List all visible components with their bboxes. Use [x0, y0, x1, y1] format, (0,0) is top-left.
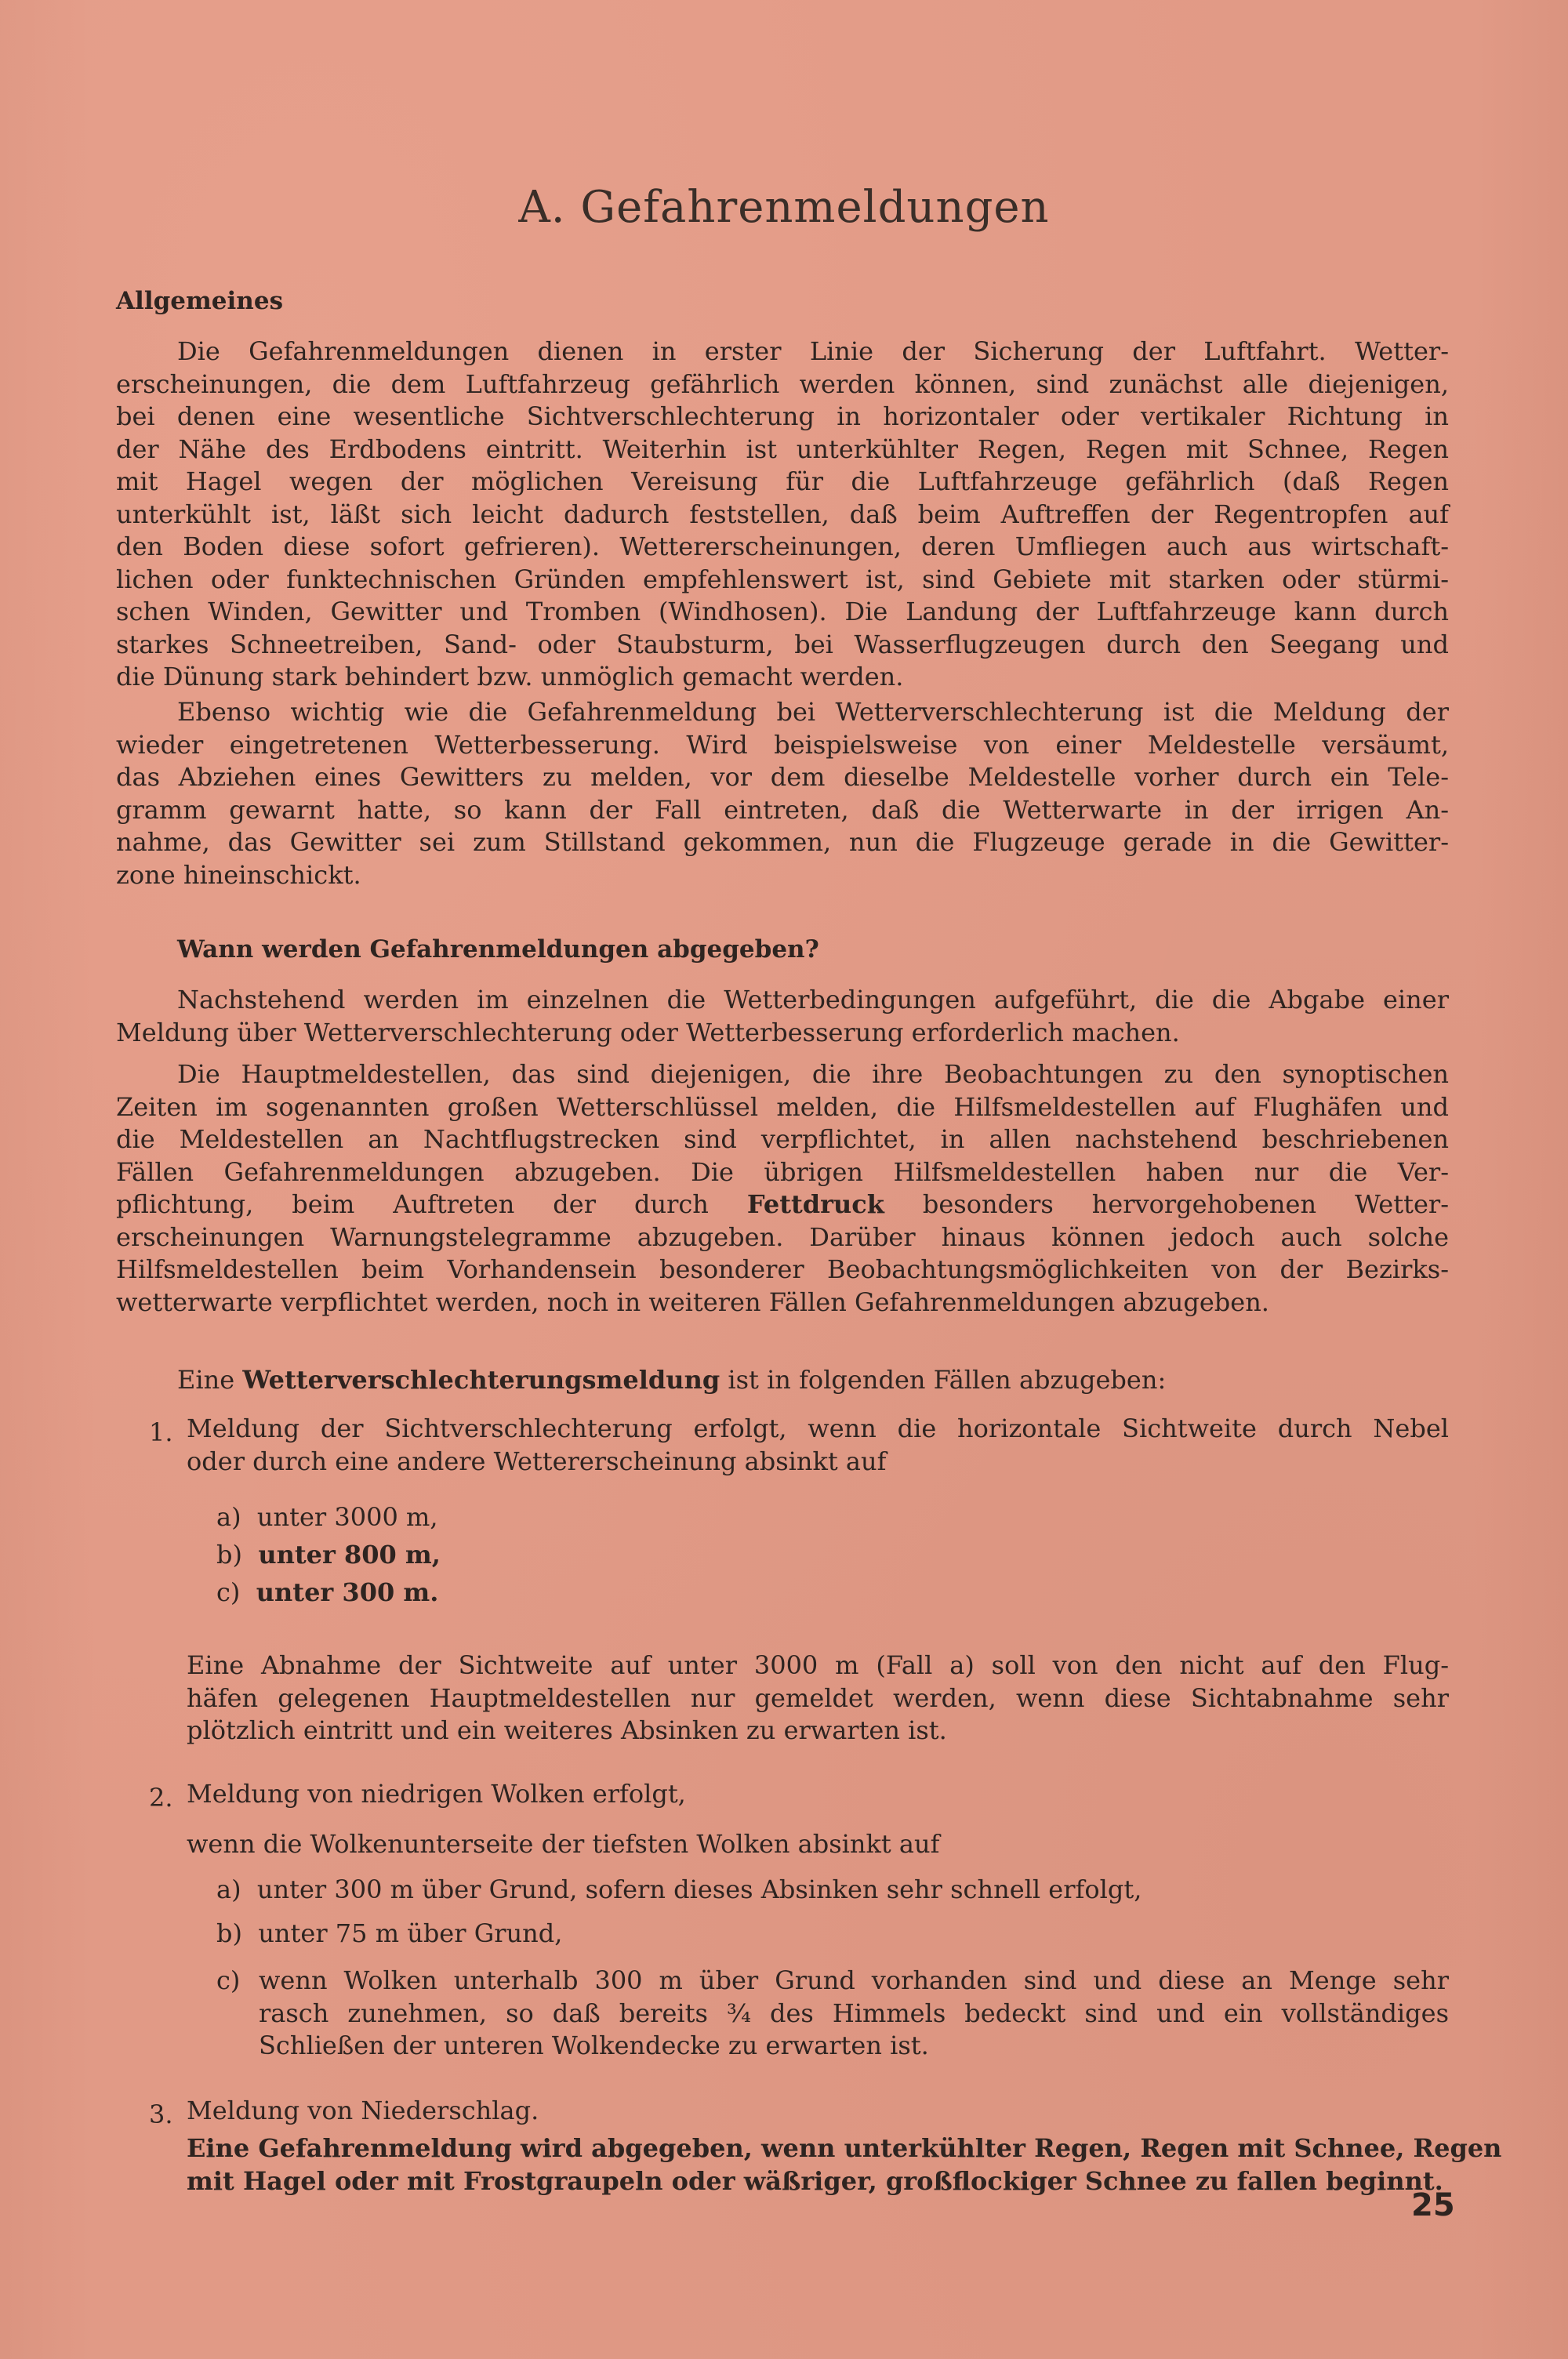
text-segment: pflichtung, beim Auftreten der durch — [116, 1189, 709, 1219]
text-line: Eine Gefahrenmeldung wird abgegeben, wenn unterkühlter Regen, Regen mit Schnee, Regen — [187, 2133, 1502, 2163]
paragraph-wann-2 — [116, 1058, 1449, 1319]
text-line: die Meldestellen an Nachtflugstrecken sind verpflichtet, in allen nachstehend beschriebenen — [116, 1124, 1449, 1154]
text-segment: Eine — [177, 1365, 235, 1395]
list-item-3-text: Meldung von Niederschlag. — [187, 2096, 539, 2125]
list-item-2-text: Meldung von niedrigen Wolken erfolgt, — [187, 1779, 686, 1809]
text-line: mit Hagel wegen der möglichen Vereisung für die Luftfahrzeuge gefährlich (daß Regen — [116, 466, 1449, 496]
sub-label: a) — [216, 1874, 241, 1904]
sub-text: unter 800 m, — [258, 1540, 441, 1570]
text-line: zone hineinschickt. — [116, 859, 361, 890]
list-item-1-note — [187, 1649, 1449, 1747]
bold-word-wetterverschlechterungsmeldung: Wetterverschlechterungsmeldung — [242, 1365, 720, 1395]
list-item-2c — [259, 1965, 1449, 2063]
sub-label: b) — [216, 1540, 242, 1570]
text-line: bei denen eine wesentliche Sichtverschlechterung in horizontaler oder vertikaler Richtung in — [116, 401, 1449, 431]
list-number-2: 2. — [149, 1783, 173, 1813]
text-line: schen Winden, Gewitter und Tromben (Windhosen). Die Landung der Luftfahrzeuge kann durch — [116, 597, 1449, 626]
text-line: Zeiten im sogenannten großen Wetterschlüssel melden, die Hilfsmeldestellen auf Flughäfen und — [116, 1091, 1449, 1122]
text-line: erscheinungen Warnungstelegramme abzugeben. Darüber hinaus können jedoch auch solche — [116, 1221, 1449, 1252]
text-line: wetterwarte verpflichtet werden, noch in weiteren Fällen Gefahrenmeldungen abzugeben. — [116, 1287, 1269, 1317]
text-line: Meldung der Sichtverschlechterung erfolgt, wenn die horizontale Sichtweite durch Nebel — [187, 1414, 1449, 1443]
text-line: Nachstehend werden im einzelnen die Wetterbedingungen aufgeführt, die die Abgabe einer — [177, 985, 1449, 1014]
text-line: Ebenso wichtig wie die Gefahrenmeldung bei Wetterverschlechterung ist die Meldung der — [177, 697, 1449, 727]
text-line-with-bold — [116, 1189, 1449, 1221]
sub-label: b) — [216, 1918, 242, 1948]
list-item-2b — [216, 1918, 562, 1951]
verschlechterung-intro — [177, 1364, 1166, 1397]
text-line: gramm gewarnt hatte, so kann der Fall eintreten, daß die Wetterwarte in der irrigen An- — [116, 794, 1449, 825]
text-line: mit Hagel oder mit Frostgraupeln oder wäßriger, großflockiger Schnee zu fallen beginnt. — [187, 2165, 1443, 2196]
sub-text: unter 300 m über Grund, sofern dieses Absinken sehr schnell erfolgt, — [256, 1874, 1142, 1904]
bold-word-fettdruck: Fettdruck — [746, 1189, 884, 1219]
text-line: oder durch eine andere Wettererscheinung absinkt auf — [187, 1446, 887, 1476]
paragraph-allgemeines-2 — [116, 696, 1449, 891]
list-item-2c-label: c) — [216, 1965, 241, 1995]
sub-label: a) — [216, 1502, 241, 1532]
text-line: das Abziehen eines Gewitters zu melden, vor dem dieselbe Meldestelle vorher durch ein Tele- — [116, 762, 1449, 792]
list-item-1-text — [187, 1413, 1449, 1478]
sub-text: unter 3000 m, — [256, 1502, 438, 1532]
list-item-1c — [216, 1577, 438, 1610]
paragraph-allgemeines-1 — [116, 336, 1449, 694]
text-line: starkes Schneetreiben, Sand- oder Staubsturm, bei Wasserflugzeugen durch den Seegang und — [116, 629, 1449, 659]
text-line: Fällen Gefahrenmeldungen abzugeben. Die übrigen Hilfsmeldestellen haben nur die Ver- — [116, 1156, 1449, 1187]
text-line: wenn Wolken unterhalb 300 m über Grund vorhanden sind und diese an Menge sehr — [259, 1965, 1449, 1995]
text-segment: besonders hervorgehobenen Wetter- — [922, 1189, 1450, 1219]
list-number-3: 3. — [149, 2100, 173, 2129]
text-line: die Dünung stark behindert bzw. unmöglich gemacht werden. — [116, 662, 904, 691]
text-line: rasch zunehmen, so daß bereits ¾ des Himmels bedeckt sind und ein vollständiges — [259, 1998, 1449, 2028]
paragraph-wann-1 — [116, 984, 1449, 1049]
text-line: wieder eingetretenen Wetterbesserung. Wird beispielsweise von einer Meldestelle versäumt, — [116, 729, 1449, 760]
list-item-3-bold-text — [187, 2132, 1502, 2197]
list-item-2-text2: wenn die Wolkenunterseite der tiefsten Wolken absinkt auf — [187, 1829, 940, 1859]
text-line: nahme, das Gewitter sei zum Stillstand gekommen, nun die Flugzeuge gerade in die Gewitter- — [116, 827, 1449, 857]
text-line: der Nähe des Erdbodens eintritt. Weiterhin ist unterkühlter Regen, Regen mit Schnee, Regen — [116, 434, 1449, 464]
list-number-1: 1. — [149, 1417, 173, 1447]
text-line: Die Hauptmeldestellen, das sind diejenigen, die ihre Beobachtungen zu den synoptischen — [177, 1059, 1449, 1089]
text-line: Hilfsmeldestellen beim Vorhandensein besonderer Beobachtungsmöglichkeiten von der Bezirks- — [116, 1254, 1449, 1284]
text-segment: ist in folgenden Fällen abzugeben: — [728, 1365, 1167, 1395]
text-line: Schließen der unteren Wolkendecke zu erwarten ist. — [259, 2031, 929, 2060]
list-item-1a — [216, 1501, 438, 1534]
text-line: Eine Abnahme der Sichtweite auf unter 3000 m (Fall a) soll von den nicht auf den Flug- — [187, 1650, 1449, 1680]
section-heading-allgemeines: Allgemeines — [116, 287, 284, 315]
text-line: Meldung über Wetterverschlechterung oder Wetterbesserung erforderlich machen. — [116, 1017, 1180, 1047]
sub-text: unter 300 m. — [256, 1577, 439, 1607]
text-line: häfen gelegenen Hauptmeldestellen nur gemeldet werden, wenn diese Sichtabnahme sehr — [187, 1682, 1449, 1713]
section-heading-wann: Wann werden Gefahrenmeldungen abgegeben? — [177, 935, 819, 964]
text-line: plötzlich eintritt und ein weiteres Absinken zu erwarten ist. — [187, 1715, 947, 1745]
list-item-1b — [216, 1539, 441, 1572]
sub-text: unter 75 m über Grund, — [258, 1918, 563, 1948]
page-number: 25 — [1411, 2187, 1455, 2223]
sub-label: c) — [216, 1577, 241, 1607]
text-line: unterkühlt ist, läßt sich leicht dadurch feststellen, daß beim Auftreffen der Regentropfen auf — [116, 499, 1449, 529]
page-title: A. Gefahrenmeldungen — [518, 182, 1050, 233]
text-line: den Boden diese sofort gefrieren). Wettererscheinungen, deren Umfliegen auch aus wirtschaft- — [116, 532, 1449, 561]
text-line: lichen oder funktechnischen Gründen empfehlenswert ist, sind Gebiete mit starken oder stürmi- — [116, 564, 1449, 594]
text-line: Die Gefahrenmeldungen dienen in erster Linie der Sicherung der Luftfahrt. Wetter- — [177, 336, 1449, 366]
list-item-2a — [216, 1874, 1142, 1907]
text-line: erscheinungen, die dem Luftfahrzeug gefährlich werden können, sind zunächst alle diejenigen, — [116, 368, 1449, 399]
